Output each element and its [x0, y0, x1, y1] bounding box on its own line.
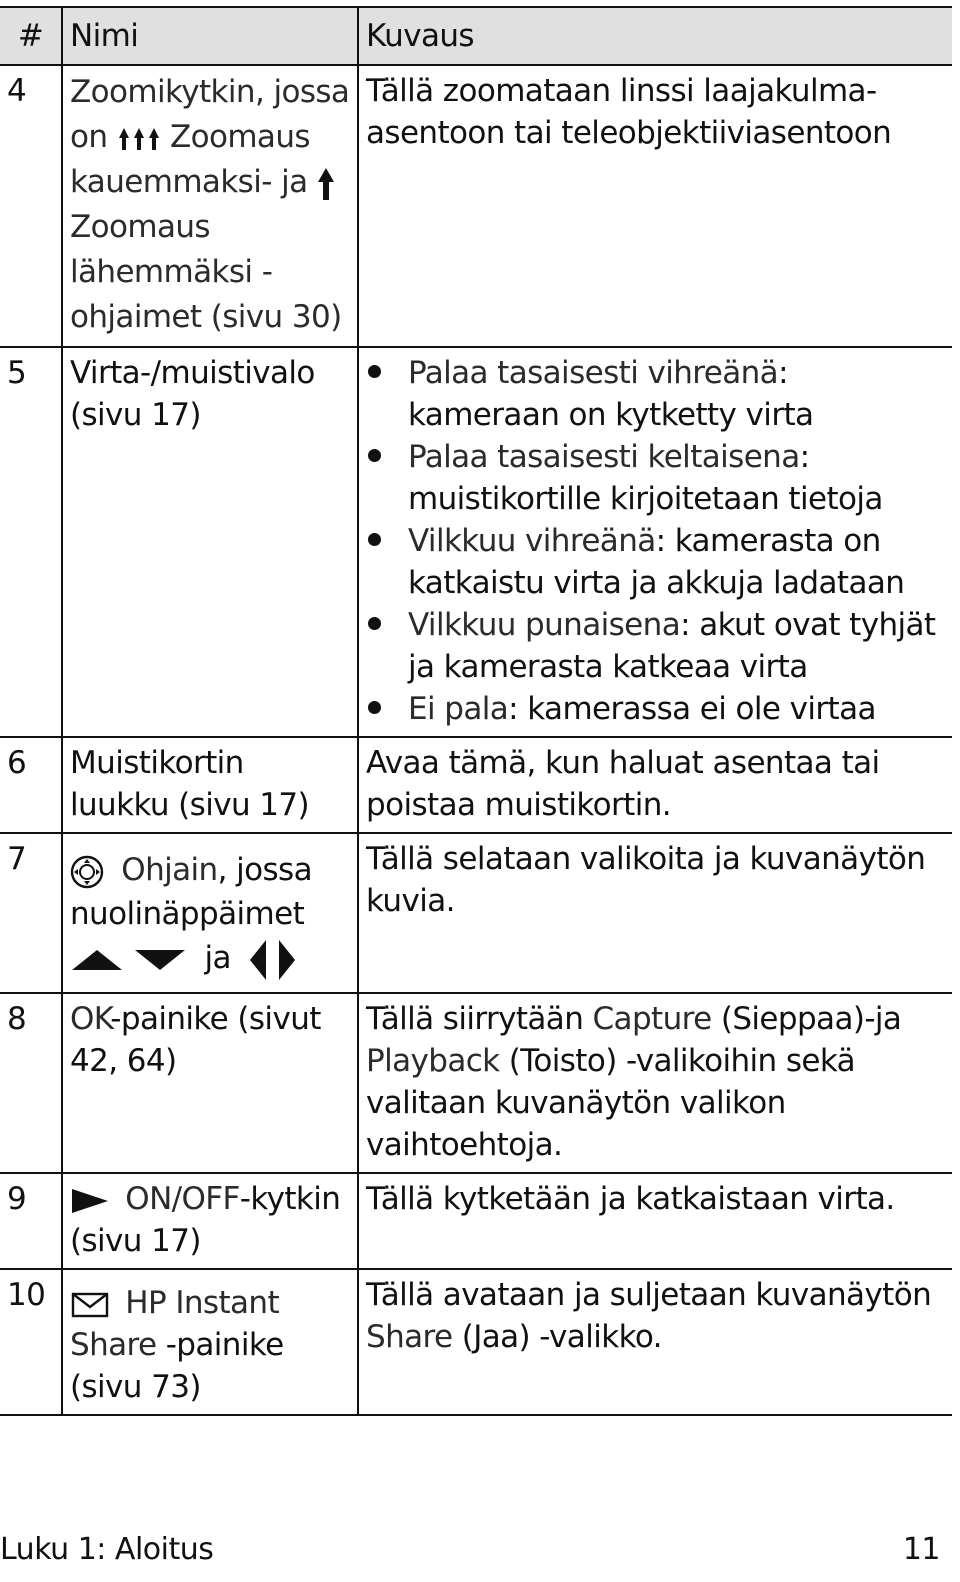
- row-name-part: , jossa nuolinäppäimet: [70, 852, 312, 932]
- row-name: Muistikortin luukku (sivu 17): [62, 737, 358, 833]
- table-header-row: [0, 7, 952, 65]
- row-description: Tällä zoomataan linssi laajakulma-asentoon tai teleobjektiiviasentoon: [358, 65, 952, 347]
- list-item-text: : akut ovat tyhjät ja kamerasta katkeaa virta: [408, 607, 936, 685]
- list-item-term: Palaa tasaisesti vihreänä: [408, 355, 779, 391]
- row-description: Tällä selataan valikoita ja kuvanäytön kuvia.: [358, 833, 952, 993]
- row-description-part: Tällä avataan ja suljetaan kuvanäytön: [366, 1277, 932, 1313]
- row-number: 5: [0, 347, 62, 737]
- row-name: [62, 1173, 358, 1269]
- row-description-part: (Toisto) -valikoihin sekä valitaan kuvanäytön valikon vaihtoehtoja.: [366, 1043, 856, 1163]
- row-description: Avaa tämä, kun haluat asentaa tai poistaa muistikortin.: [358, 737, 952, 833]
- status-light-list: [366, 352, 946, 730]
- list-item: [366, 604, 946, 688]
- header-description: Kuvaus: [358, 7, 952, 65]
- list-item-term: Palaa tasaisesti keltaisena: [408, 439, 800, 475]
- list-item: [366, 688, 946, 730]
- row-name: Virta-/muistivalo (sivu 17): [62, 347, 358, 737]
- table-row: [0, 993, 952, 1173]
- list-item-text: : muistikortille kirjoitetaan tietoja: [408, 439, 883, 517]
- list-item-text: : kamerassa ei ole virtaa: [508, 691, 876, 727]
- row-name-part: -painike (sivut 42, 64): [70, 1001, 321, 1079]
- list-item-term: Ei pala: [408, 691, 509, 727]
- row-description: [358, 993, 952, 1173]
- zoom-in-icon: [317, 167, 335, 201]
- row-description-part: Tällä siirrytään: [366, 1001, 593, 1037]
- list-item: [366, 352, 946, 436]
- row-number: 4: [0, 65, 62, 347]
- playback-label: Playback: [366, 1043, 500, 1079]
- list-item: [366, 520, 946, 604]
- list-item-text: : kamerasta on katkaistu virta ja akkuja ladataan: [408, 523, 905, 601]
- arrow-right-icon: [277, 938, 297, 982]
- header-name: Nimi: [62, 7, 358, 65]
- row-name: [62, 1269, 358, 1415]
- row-number: 9: [0, 1173, 62, 1269]
- table-row: [0, 833, 952, 993]
- row-number: 10: [0, 1269, 62, 1415]
- capture-label: Capture: [592, 1001, 712, 1037]
- row-description: [358, 1269, 952, 1415]
- ok-label: OK: [70, 1001, 111, 1037]
- arrow-up-icon: [70, 948, 124, 972]
- row-description: [358, 347, 952, 737]
- list-item: [366, 436, 946, 520]
- hp-instant-share-label: HP Instant Share: [70, 1285, 280, 1363]
- row-name-part: Zoomikytkin, jossa on: [70, 74, 350, 155]
- arrow-left-icon: [248, 938, 268, 982]
- share-envelope-icon: [70, 1291, 110, 1319]
- row-name: [62, 833, 358, 993]
- row-name: [62, 65, 358, 347]
- row-name-part: -painike (sivu 73): [70, 1327, 284, 1405]
- on-off-label: ON/OFF: [125, 1181, 240, 1217]
- list-item-term: Vilkkuu punaisena: [408, 607, 681, 643]
- chapter-label: Luku 1: Aloitus: [0, 1532, 214, 1567]
- table-row: [0, 1173, 952, 1269]
- share-label: Share: [366, 1319, 453, 1355]
- arrow-down-icon: [133, 948, 187, 972]
- row-name-part: Ohjain: [121, 852, 218, 888]
- row-description-part: (Sieppaa)-ja: [711, 1001, 902, 1037]
- controls-table: [0, 6, 952, 1416]
- table-row: [0, 65, 952, 347]
- row-number: 6: [0, 737, 62, 833]
- row-number: 7: [0, 833, 62, 993]
- row-description-part: (Jaa) -valikko.: [452, 1319, 662, 1355]
- row-name-part: ja: [204, 940, 231, 976]
- row-name: [62, 993, 358, 1173]
- table-row: [0, 737, 952, 833]
- table-row: [0, 1269, 952, 1415]
- row-description: Tällä kytketään ja katkaistaan virta.: [358, 1173, 952, 1269]
- list-item-text: : kameraan on kytketty virta: [408, 355, 814, 433]
- header-number: #: [0, 7, 62, 65]
- row-name-part: Zoomaus lähemmäksi -ohjaimet (sivu 30): [70, 209, 342, 335]
- controller-icon: [70, 855, 104, 889]
- table-row: [0, 347, 952, 737]
- list-item-term: Vilkkuu vihreänä: [408, 523, 656, 559]
- play-icon: [70, 1187, 110, 1215]
- page-number: 11: [902, 1532, 940, 1567]
- row-name-part: Zoomaus kauemmaksi- ja: [70, 119, 310, 200]
- row-name-part: -kytkin (sivu 17): [70, 1181, 341, 1259]
- row-number: 8: [0, 993, 62, 1173]
- zoom-out-icon: [117, 126, 161, 152]
